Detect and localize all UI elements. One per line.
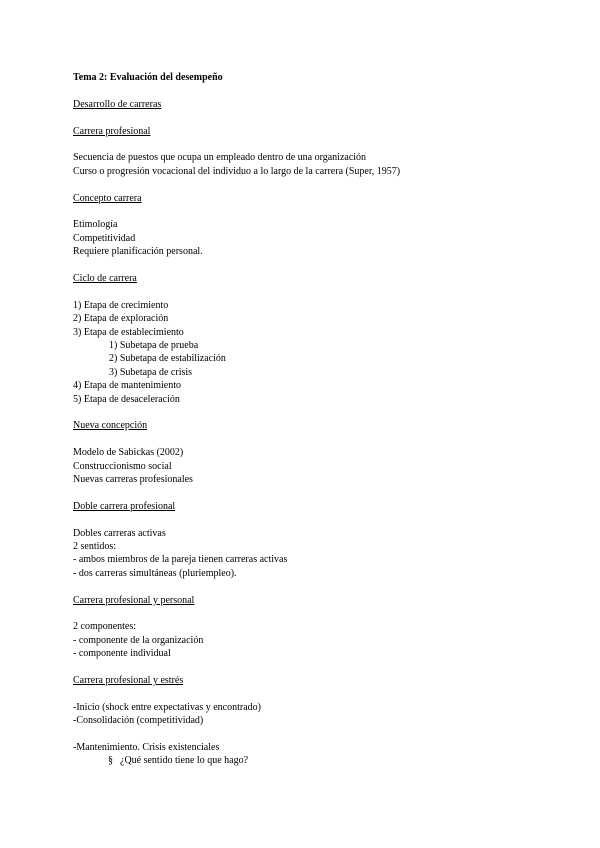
text-line: Curso o progresión vocacional del individuo a lo largo de la carrera (Super, 1957): [73, 165, 401, 177]
heading-desarrollo-carreras: Desarrollo de carreras: [73, 98, 162, 110]
text-line: - dos carreras simultáneas (pluriempleo).: [73, 567, 237, 579]
text-line: - componente de la organización: [73, 634, 204, 646]
list-item: 4) Etapa de mantenimiento: [73, 380, 182, 392]
text-line: - ambos miembros de la pareja tienen carreras activas: [73, 554, 288, 566]
text-line: Competitividad: [73, 232, 136, 244]
sub-list-item: 3) Subetapa de crisis: [109, 366, 193, 378]
text-line: -Mantenimiento. Crisis existenciales: [73, 742, 220, 754]
heading-carrera-personal: Carrera profesional y personal: [73, 594, 195, 606]
document-title: Tema 2: Evaluación del desempeño: [73, 72, 223, 83]
heading-carrera-profesional: Carrera profesional: [73, 125, 151, 137]
sub-list-item: 1) Subetapa de prueba: [109, 340, 199, 352]
sub-list-item: 2) Subetapa de estabilización: [109, 353, 226, 365]
bullet-item: [73, 754, 573, 767]
text-line: Etimología: [73, 219, 118, 231]
text-line: 2 sentidos:: [73, 541, 117, 553]
heading-concepto-carrera: Concepto carrera: [73, 192, 142, 204]
heading-doble-carrera: Doble carrera profesional: [73, 500, 176, 512]
list-item: 2) Etapa de exploración: [73, 313, 169, 325]
text-line: Construccionismo social: [73, 460, 172, 472]
text-line: Nuevas carreras profesionales: [73, 474, 193, 486]
section-bullet-icon: §: [108, 755, 113, 767]
text-line: Secuencia de puestos que ocupa un empleado dentro de una organización: [73, 152, 367, 164]
text-line: - componente individual: [73, 648, 171, 660]
list-item: 3) Etapa de establecimiento: [73, 326, 184, 338]
document-body: [73, 71, 573, 768]
heading-ciclo-carrera: Ciclo de carrera: [73, 273, 137, 284]
heading-nueva-concepcion: Nueva concepción: [73, 420, 148, 432]
text-line: Requiere planificación personal.: [73, 246, 203, 258]
bullet-text: ¿Qué sentido tiene lo que hago?: [120, 755, 249, 767]
text-line: -Consolidación (competitividad): [73, 715, 204, 727]
list-item: 5) Etapa de desaceleración: [73, 393, 180, 405]
heading-carrera-estres: Carrera profesional y estrés: [73, 675, 184, 687]
text-line: Dobles carreras activas: [73, 527, 166, 539]
text-line: -Inicio (shock entre expectativas y encontrado): [73, 701, 261, 713]
list-item: 1) Etapa de crecimiento: [73, 299, 169, 311]
text-line: 2 componentes:: [73, 621, 137, 633]
text-line: Modelo de Sabickas (2002): [73, 447, 184, 459]
